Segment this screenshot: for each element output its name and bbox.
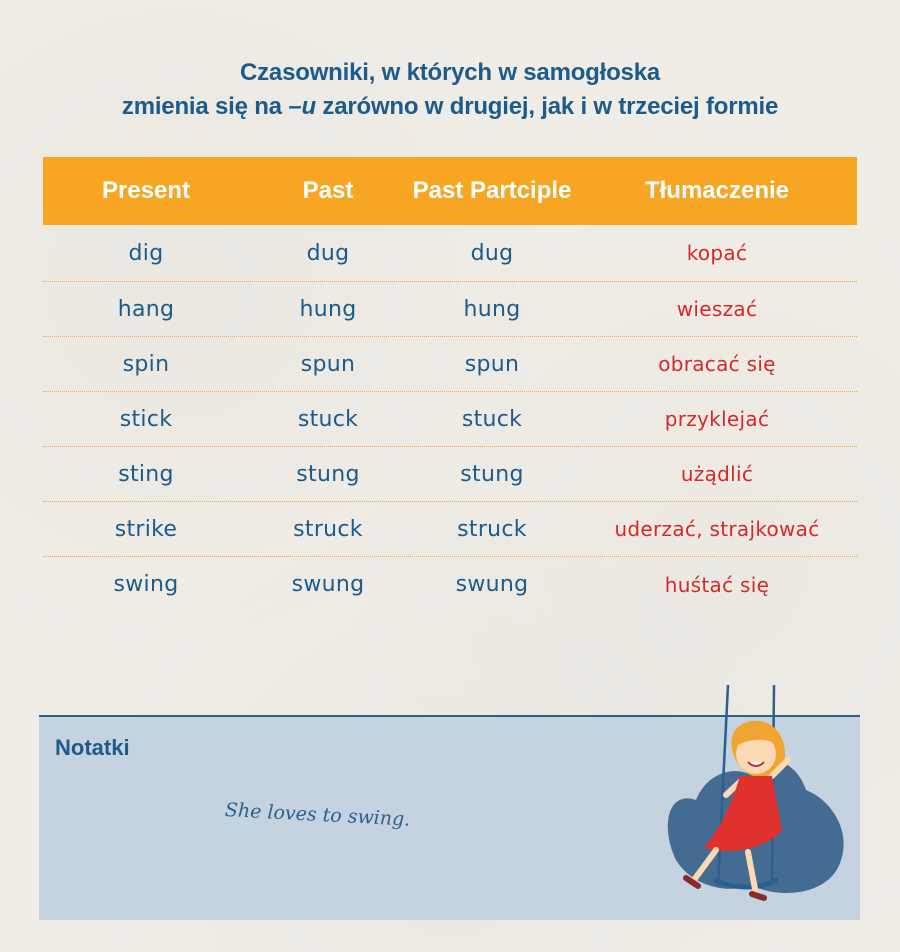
notes-title: Notatki bbox=[55, 735, 130, 760]
cell-present: dig bbox=[128, 240, 164, 266]
header-translation: Tłumaczenie bbox=[644, 177, 790, 204]
table-body bbox=[43, 225, 857, 612]
notes-example-sentence: She loves to swing. bbox=[224, 799, 411, 831]
header-past-participle: Past Partciple bbox=[412, 177, 572, 204]
cell-present: strike bbox=[114, 516, 178, 542]
table-row bbox=[43, 447, 857, 502]
cell-present: swing bbox=[113, 572, 179, 597]
girl-on-swing-illustration bbox=[656, 680, 856, 920]
cell-past: dug bbox=[306, 240, 350, 266]
table-row bbox=[43, 282, 857, 337]
cell-past-participle: struck bbox=[457, 516, 527, 542]
page-title bbox=[0, 56, 900, 124]
table-row bbox=[43, 557, 857, 612]
cell-past: hung bbox=[299, 296, 357, 322]
title-line-2-em: –u bbox=[288, 93, 316, 120]
girl-shoe-right bbox=[752, 894, 764, 898]
table-row bbox=[43, 502, 857, 557]
cell-past-participle: stuck bbox=[461, 406, 523, 432]
cell-past-participle: swung bbox=[455, 572, 529, 597]
cell-present: spin bbox=[122, 351, 170, 377]
table-row bbox=[43, 337, 857, 392]
table-header bbox=[43, 157, 857, 225]
cell-past-participle: spun bbox=[464, 351, 520, 377]
title-line-1: Czasowniki, w których w samogłoska bbox=[240, 59, 660, 86]
cell-present: stick bbox=[119, 406, 173, 432]
cell-translation: przyklejać bbox=[664, 407, 770, 431]
table-row bbox=[43, 225, 857, 282]
cell-past: stung bbox=[296, 461, 360, 487]
cell-present: hang bbox=[117, 296, 175, 322]
header-past: Past bbox=[302, 177, 354, 204]
table-row bbox=[43, 392, 857, 447]
cell-past: spun bbox=[300, 351, 356, 377]
cell-past: swung bbox=[291, 572, 365, 597]
cell-translation: kopać bbox=[686, 241, 748, 265]
cell-present: sting bbox=[118, 461, 174, 487]
cell-past-participle: hung bbox=[463, 296, 521, 322]
title-line-2-pre: zmienia się na bbox=[121, 93, 289, 120]
title-line-2 bbox=[0, 90, 900, 124]
cell-past: struck bbox=[293, 516, 363, 542]
cell-past: stuck bbox=[297, 406, 359, 432]
cell-translation: wieszać bbox=[676, 297, 758, 321]
header-present: Present bbox=[101, 177, 191, 204]
cell-translation: użądlić bbox=[680, 462, 754, 486]
cell-past-participle: stung bbox=[460, 461, 524, 487]
title-line-2-post: zarówno w drugiej, jak i w trzeciej formie bbox=[315, 93, 779, 120]
cell-translation: uderzać, strajkować bbox=[614, 517, 820, 541]
cell-past-participle: dug bbox=[470, 240, 514, 266]
cell-translation: obracać się bbox=[658, 352, 776, 376]
verb-table bbox=[43, 157, 857, 612]
cell-translation: huśtać się bbox=[664, 572, 770, 597]
